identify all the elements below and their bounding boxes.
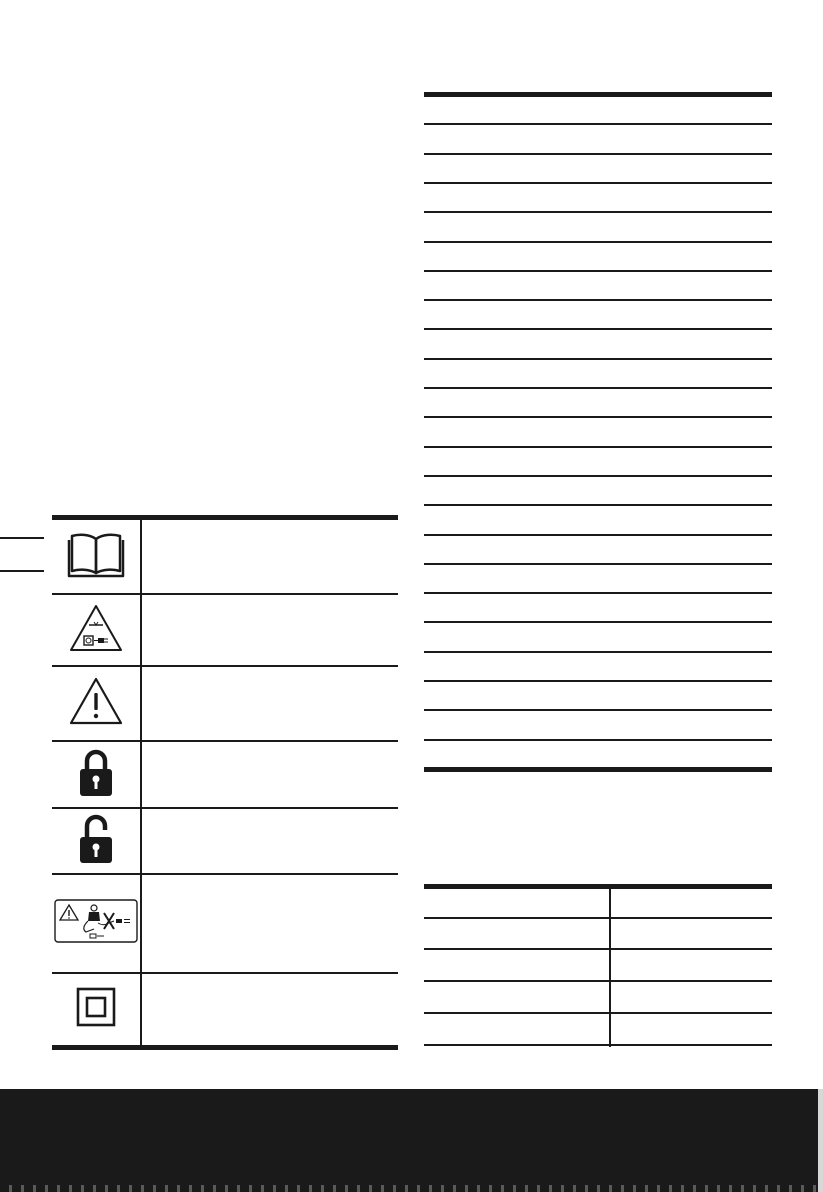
table-row <box>424 425 772 454</box>
edge-tab-line-top <box>0 537 44 539</box>
row-rule <box>424 1012 772 1014</box>
row-rule <box>424 328 772 330</box>
symbol-cell <box>52 974 140 1045</box>
column-divider <box>140 518 142 1046</box>
row-rule <box>424 504 772 506</box>
book-manual-icon <box>67 531 125 584</box>
noise-vibration-table <box>424 884 772 1048</box>
cable-hazard-label-icon <box>54 899 138 948</box>
table-row <box>424 689 772 718</box>
row-rule <box>424 1044 772 1046</box>
row-rule <box>424 739 772 741</box>
row-rule <box>424 592 772 594</box>
double-insulation-icon <box>76 987 116 1032</box>
warning-triangle-icon <box>68 676 124 731</box>
row-rule <box>424 446 772 448</box>
table-row <box>424 279 772 308</box>
symbol-cell <box>52 520 140 595</box>
table-row <box>424 220 772 249</box>
row-rule <box>424 651 772 653</box>
table-row <box>424 162 772 191</box>
table-top-rule <box>424 92 772 97</box>
unplug-cable-icon <box>68 603 124 658</box>
table-row <box>424 718 772 747</box>
table-top-rule <box>424 884 772 889</box>
row-rule <box>424 563 772 565</box>
table-row <box>424 103 772 132</box>
footer-band <box>0 1089 823 1192</box>
row-rule <box>424 980 772 982</box>
row-rule <box>424 241 772 243</box>
lock-closed-icon <box>78 748 114 803</box>
row-rule <box>424 182 772 184</box>
table-row <box>424 660 772 689</box>
row-rule <box>424 270 772 272</box>
row-rule <box>424 917 772 919</box>
row-rule <box>424 680 772 682</box>
row-rule <box>424 299 772 301</box>
row-rule <box>424 153 772 155</box>
table-row <box>424 513 772 542</box>
symbol-cell <box>52 595 140 666</box>
row-rule <box>424 211 772 213</box>
footer-stripe <box>0 1185 823 1192</box>
table-row <box>424 191 772 220</box>
table-row <box>424 367 772 396</box>
symbol-cell <box>52 809 140 873</box>
row-rule <box>424 621 772 623</box>
row-rule <box>424 948 772 950</box>
row-rule <box>424 709 772 711</box>
row-rule <box>424 534 772 536</box>
table-row <box>424 601 772 630</box>
symbol-cell <box>52 875 140 972</box>
page-edge-mark <box>818 1089 823 1192</box>
table-row <box>424 543 772 572</box>
edge-tab-line-bottom <box>0 570 44 572</box>
table-row <box>424 308 772 337</box>
table-row <box>424 250 772 279</box>
symbols-table <box>52 515 398 1051</box>
table-row <box>424 337 772 366</box>
symbol-cell <box>52 667 140 740</box>
table-row <box>424 132 772 161</box>
row-rule <box>424 475 772 477</box>
table-row <box>424 630 772 659</box>
table-row <box>424 484 772 513</box>
row-rule <box>424 387 772 389</box>
row-rule <box>424 358 772 360</box>
column-divider <box>609 889 611 1047</box>
table-row <box>424 455 772 484</box>
row-rule <box>424 123 772 125</box>
table-row <box>424 572 772 601</box>
lock-open-icon <box>78 813 114 870</box>
table-bottom-rule <box>52 1045 398 1050</box>
row-rule <box>424 416 772 418</box>
table-bottom-rule <box>424 767 772 772</box>
symbol-cell <box>52 742 140 808</box>
table-row <box>424 396 772 425</box>
technical-data-table <box>424 92 772 774</box>
table-row <box>424 748 772 777</box>
